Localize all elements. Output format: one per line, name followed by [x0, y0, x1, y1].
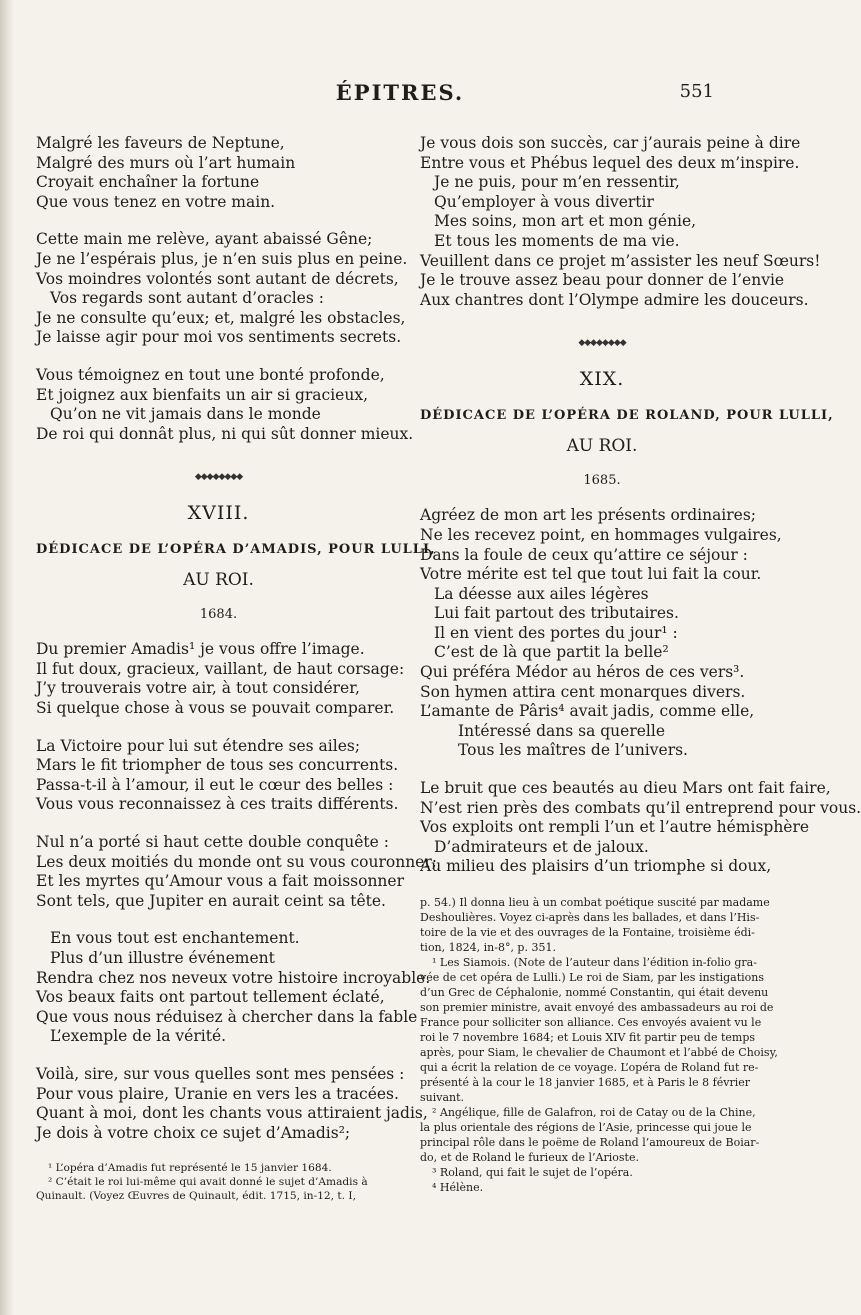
footnote-line: la plus orientale des régions de l’Asie, princesse qui joue le [420, 1121, 752, 1134]
verse-line: Qui préféra Médor au héros de ces vers³. [420, 663, 745, 682]
verse-line: L’amante de Pâris⁴ avait jadis, comme elle, [420, 702, 755, 721]
stanza [420, 506, 784, 761]
verse-line: Au milieu des plaisirs d’un triomphe si doux, [420, 857, 772, 876]
right-column [420, 134, 861, 1195]
right-poem [420, 506, 861, 877]
verse-line: Lui fait partout des tributaires. [434, 604, 679, 623]
footnote-line: principal rôle dans le poëme de Roland l’amoureux de Boiar- [420, 1136, 760, 1149]
dedication-heading: DÉDICACE DE L’OPÉRA DE ROLAND, POUR LULLI, [420, 407, 834, 423]
verse-line: Du premier Amadis¹ je vous offre l’image. [36, 640, 365, 659]
verse-line: Voilà, sire, sur vous quelles sont mes pensées : [36, 1064, 405, 1083]
footnote-line: tion, 1824, in-8°, p. 351. [420, 941, 556, 954]
verse-line: Et tous les moments de ma vie. [434, 231, 680, 250]
verse-line: N’est rien près des combats qu’il entreprend pour vous. [420, 798, 861, 817]
footnote-line: ³ Roland, qui fait le sujet de l’opéra. [432, 1166, 633, 1179]
verse-line: J’y trouverais votre air, à tout considérer, [36, 679, 360, 698]
verse-line: Mes soins, mon art et mon génie, [434, 212, 697, 231]
verse-line: Quant à moi, dont les chants vous attiraient jadis, [36, 1104, 428, 1123]
verse-line: Vos exploits ont rempli l’un et l’autre hémisphère [420, 818, 810, 837]
footnote-line: ⁴ Hélène. [432, 1181, 484, 1194]
stanza [36, 230, 408, 348]
verse-line: Son hymen attira cent monarques divers. [420, 682, 746, 701]
stanza [36, 640, 405, 718]
page-binding-shadow [0, 0, 14, 1315]
verse-line: D’admirateurs et de jaloux. [434, 837, 649, 856]
verse-line: Entre vous et Phébus lequel des deux m’inspire. [420, 153, 800, 172]
verse-line: Dans la foule de ceux qu’attire ce séjour : [420, 545, 748, 564]
footnote-line: p. 54.) Il donna lieu à un combat poétique suscité par madame [420, 896, 770, 909]
verse-line: De roi qui donnât plus, ni qui sût donner mieux. [36, 424, 414, 443]
verse-line: Il en vient des portes du jour¹ : [434, 623, 678, 642]
verse-line: Malgré les faveurs de Neptune, [36, 134, 285, 152]
footnote-line: suivant. [420, 1091, 465, 1104]
stanza [36, 737, 401, 815]
verse-line: Vous témoignez en tout une bonté profonde, [36, 365, 385, 384]
footnote-line: roi le 7 novembre 1684; et Louis XIV fit partir peu de temps [420, 1031, 756, 1044]
addressee-heading: AU ROI. [566, 436, 638, 457]
left-poem [36, 640, 437, 1143]
stanza [36, 365, 414, 444]
verse-line: Le bruit que ces beautés au dieu Mars ont fait faire, [420, 779, 831, 798]
verse-line: Rendra chez nos neveux votre histoire incroyable. [36, 968, 431, 987]
verse-line: Je laisse agir pour moi vos sentiments secrets. [36, 328, 402, 347]
verse-line: Tous les maîtres de l’univers. [458, 741, 688, 760]
verse-line: Et les myrtes qu’Amour vous a fait moissonner [36, 872, 404, 891]
stanza [420, 134, 821, 310]
verse-line: Votre mérite est tel que tout lui fait la cour. [420, 565, 762, 584]
footnote-line: son premier ministre, avait envoyé des ambassadeurs au roi de [420, 1001, 774, 1014]
verse-line: Aux chantres dont l’Olympe admire les douceurs. [420, 290, 809, 309]
verse-line: Agréez de mon art les présents ordinaires; [420, 506, 757, 525]
verse-line: Qu’on ne vit jamais dans le monde [50, 405, 321, 424]
verse-line: Vos regards sont autant d’oracles : [50, 289, 324, 308]
footnote-line: France pour solliciter son alliance. Ces envoyés avaient vu le [420, 1016, 762, 1029]
verse-line: Que vous nous réduisez à chercher dans la fable [36, 1007, 418, 1026]
verse-line: Ne les recevez point, en hommages vulgaires, [420, 525, 782, 544]
year: 1685. [583, 472, 621, 488]
footnote-line: présenté à la cour le 18 janvier 1685, et à Paris le 8 février [420, 1076, 751, 1089]
verse-line: Malgré des murs où l’art humain [36, 153, 296, 172]
page-number: 551 [679, 81, 714, 102]
verse-line: Sont tels, que Jupiter en aurait ceint sa tête. [36, 891, 386, 910]
stanza [36, 833, 437, 911]
footnote-line: ¹ L’opéra d’Amadis fut représenté le 15 janvier 1684. [48, 1162, 332, 1175]
verse-line: En vous tout est enchantement. [50, 929, 300, 948]
running-title: ÉPITRES. [335, 80, 465, 105]
verse-line: Cette main me relève, ayant abaissé Gêne; [36, 230, 373, 249]
verse-line: Veuillent dans ce projet m’assister les neuf Sœurs! [420, 251, 821, 270]
verse-line: Plus d’un illustre événement [50, 949, 275, 967]
stanza [420, 779, 861, 877]
verse-line: Intéressé dans sa querelle [458, 721, 665, 740]
verse-line: Et joignez aux bienfaits un air si gracieux, [36, 385, 369, 404]
verse-line: Vos beaux faits ont partout tellement éclaté, [36, 988, 385, 1007]
verse-line: Il fut doux, gracieux, vaillant, de haut corsage: [36, 659, 405, 678]
verse-line: Croyait enchaîner la fortune [36, 173, 260, 192]
stanza [36, 1064, 428, 1143]
verse-line: Les deux moitiés du monde ont su vous couronner; [36, 852, 437, 871]
footnote-line: toire de la vie et des ouvrages de la Fontaine, troisième édi- [420, 926, 755, 939]
footnote-line: Deshoulières. Voyez ci-après dans les ballades, et dans l’His- [420, 911, 760, 924]
dedication-heading: DÉDICACE DE L’OPÉRA D’AMADIS, POUR LULLI, [36, 541, 436, 557]
footnote-line: ² Angélique, fille de Galafron, roi de Catay ou de la Chine, [432, 1106, 756, 1119]
left-stanzas [36, 134, 414, 444]
left-footnotes [36, 1161, 401, 1203]
footnote-line: d’un Grec de Céphalonie, nommé Constantin, qui était devenu [420, 986, 769, 999]
verse-line: Je ne puis, pour m’en ressentir, [434, 173, 680, 192]
footnote-line: après, pour Siam, le chevalier de Chaumont et l’abbé de Choisy, [420, 1046, 778, 1059]
section-number: XVIII. [187, 501, 250, 524]
verse-line: L’exemple de la vérité. [50, 1027, 227, 1046]
year: 1684. [199, 606, 238, 622]
verse-line: Qu’employer à vous divertir [434, 192, 654, 211]
verse-line: Vous vous reconnaissez à ces traits différents. [36, 795, 399, 814]
footnote-line: vée de cet opéra de Lulli.) Le roi de Siam, par les instigations [420, 971, 765, 984]
verse-line: Mars le fit triompher de tous ses concurrents. [36, 756, 399, 775]
verse-line: La déesse aux ailes légères [434, 584, 649, 603]
section-ornament: ◆◆◆◆◆◆◆◆ [578, 338, 626, 349]
section-ornament: ◆◆◆◆◆◆◆◆ [194, 472, 243, 483]
verse-line: Vos moindres volontés sont autant de décrets, [36, 269, 399, 288]
stanza [36, 134, 401, 212]
verse-line: Je dois à votre choix ce sujet d’Amadis²; [36, 1123, 351, 1142]
verse-line: Nul n’a porté si haut cette double conquête : [36, 833, 389, 852]
left-column [36, 134, 437, 1203]
stanza [36, 929, 431, 1047]
verse-line: La Victoire pour lui sut étendre ses ailes; [36, 736, 361, 755]
verse-line: Si quelque chose à vous se pouvait comparer. [36, 699, 395, 718]
right-stanzas [420, 134, 821, 310]
verse-line: Pour vous plaire, Uranie en vers les a tracées. [36, 1084, 399, 1103]
verse-line: Je ne l’espérais plus, je n’en suis plus en peine. [36, 249, 408, 268]
verse-line: Je vous dois son succès, car j’aurais peine à dire [420, 134, 801, 152]
verse-line: Que vous tenez en votre main. [36, 192, 276, 211]
verse-line: Je ne consulte qu’eux; et, malgré les obstacles, [36, 308, 406, 327]
footnote-line: ¹ Les Siamois. (Note de l’auteur dans l’édition in-folio gra- [432, 956, 757, 969]
verse-line: Je le trouve assez beau pour donner de l’envie [420, 271, 785, 290]
verse-line: Passa-t-il à l’amour, il eut le cœur des belles : [36, 775, 394, 794]
footnote-line: ² C’était le roi lui-même qui avait donné le sujet d’Amadis à [48, 1176, 368, 1189]
addressee-heading: AU ROI. [183, 570, 254, 591]
section-number: XIX. [579, 367, 625, 390]
footnote-line: qui a écrit la relation de ce voyage. L’opéra de Roland fut re- [420, 1061, 759, 1074]
footnote-line: Quinault. (Voyez Œuvres de Quinault, édit. 1715, in-12, t. I, [36, 1190, 356, 1203]
right-footnotes [420, 895, 784, 1195]
verse-line: C’est de là que partit la belle² [434, 643, 669, 662]
footnote-line: do, et de Roland le furieux de l’Arioste. [420, 1151, 639, 1164]
